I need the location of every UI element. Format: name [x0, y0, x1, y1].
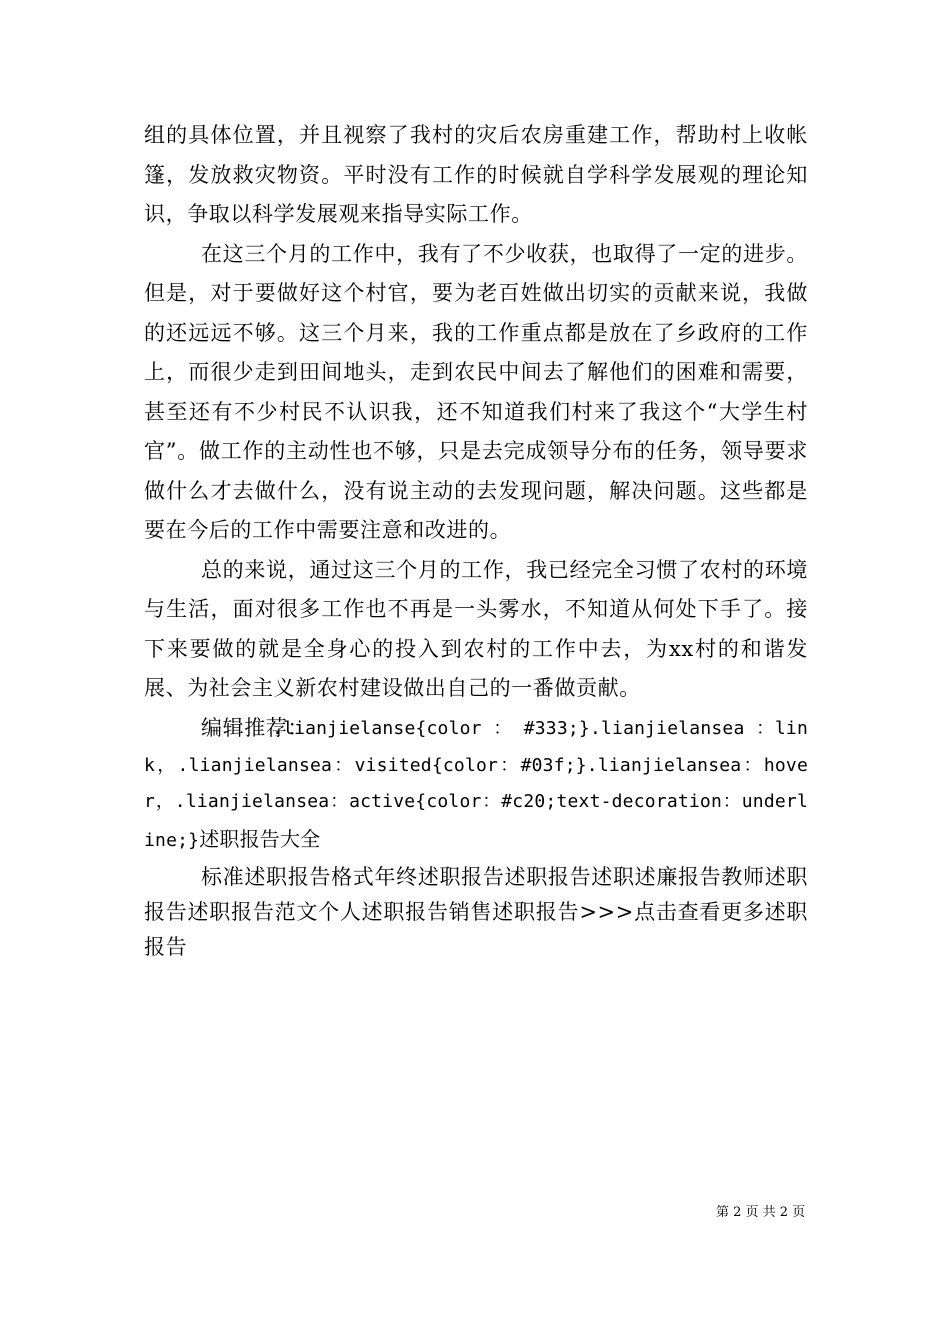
related-link[interactable]: 述职述廉报告: [591, 865, 722, 889]
css-snippet-code: .lianjielanse{color ： #333;}.lianjielansea ：link，.lianjielansea：visited{color：#03f;}.lianjielansea：hover，.lianjielansea：active{color：#c20;text-decoration：underline;}: [144, 718, 808, 851]
more-link[interactable]: >>>点击查看更多述职报告: [144, 900, 809, 959]
related-links: [144, 860, 808, 965]
paragraph-summary: 总的来说，通过这三个月的工作，我已经完全习惯了农村的环境与生活，面对很多工作也不再是一头雾水，不知道从何处下手了。接下来要做的就是全身心的投入到农村的工作中去，为xx村的和谐发展、为社会主义新农村建设做出自己的一番做贡献。: [144, 557, 808, 700]
related-link[interactable]: 销售述职报告: [448, 900, 580, 924]
css-snippet-suffix-link[interactable]: 述职报告大全: [199, 826, 321, 851]
related-link[interactable]: 年终述职报告: [374, 865, 505, 889]
css-snippet-text: [144, 711, 808, 859]
editor-recommendation-label: 编辑推荐：: [201, 715, 309, 740]
document-body: [144, 116, 808, 748]
related-link[interactable]: 述职报告范文: [187, 900, 319, 924]
page-indicator: 第 2 页 共 2 页: [716, 1205, 806, 1220]
paragraph-reflection: 在这三个月的工作中，我有了不少收获，也取得了一定的进步。但是，对于要做好这个村官，要为老百姓做出切实的贡献来说，我做的还远远不够。这三个月来，我的工作重点都是放在了乡政府的工作上，而很少走到田间地头，走到农民中间去了解他们的困难和需要，甚至还有不少村民不认识我，还不知道我们村来了我这个“大学生村官”。做工作的主动性也不够，只是去完成领导分布的任务，领导要求做什么才去做什么，没有说主动的去发现问题，解决问题。这些都是要在今后的工作中需要注意和改进的。: [144, 241, 808, 542]
related-link[interactable]: 述职报告: [504, 865, 592, 889]
paragraph-continuation: 组的具体位置，并且视察了我村的灾后农房重建工作，帮助村上收帐篷，发放救灾物资。平时没有工作的时候就自学科学发展观的理论知识，争取以科学发展观来指导实际工作。: [144, 123, 808, 226]
related-link[interactable]: 标准述职报告格式: [201, 865, 375, 889]
related-link[interactable]: 教师述职报告: [144, 865, 809, 924]
related-link[interactable]: 个人述职报告: [318, 900, 449, 924]
